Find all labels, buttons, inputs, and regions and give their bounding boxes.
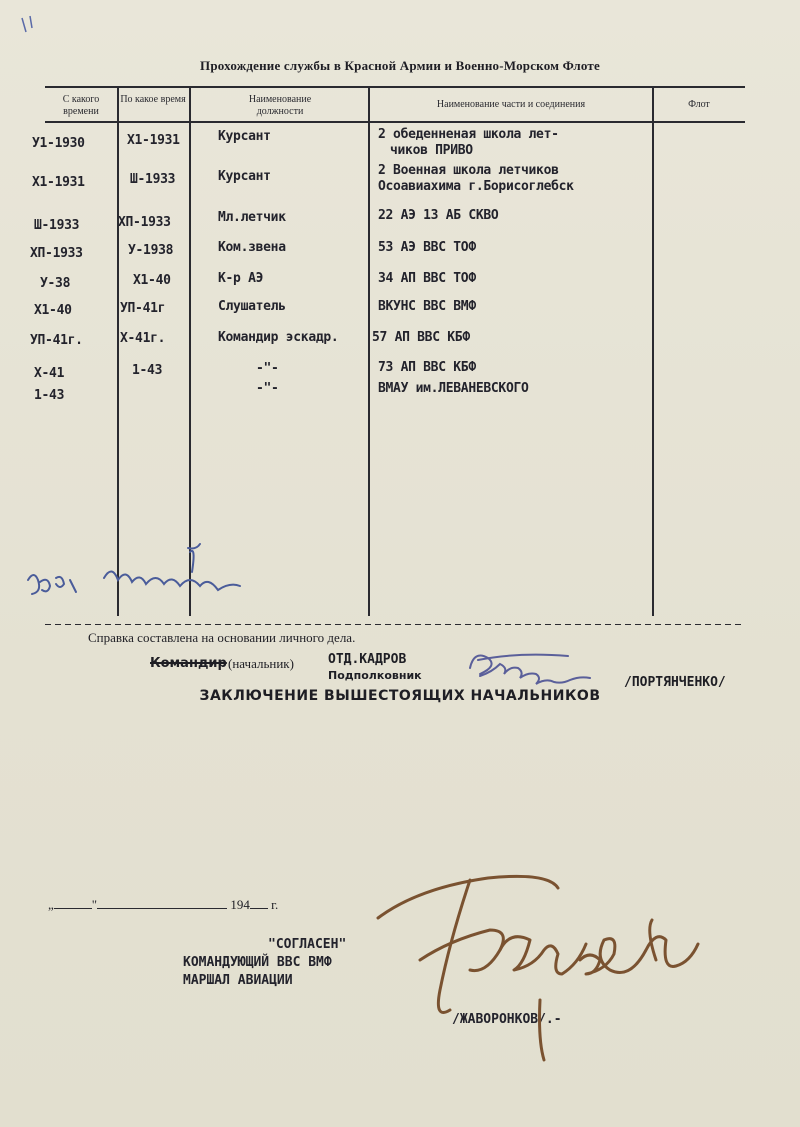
- certificate-rank: Подполковник: [328, 669, 422, 682]
- table-cell-to: ХП-1933: [118, 215, 171, 230]
- table-cell-from: ХП-1933: [30, 246, 83, 261]
- page-title: Прохождение службы в Красной Армии и Военно-Морском Флоте: [200, 58, 600, 73]
- handwritten-note-icon: [28, 544, 240, 594]
- table-cell-to: Х-41г.: [120, 331, 166, 346]
- date-year-prefix: 194: [230, 897, 250, 912]
- table-cell-from: У1-1930: [32, 136, 85, 151]
- certificate-role-struck: Командир: [150, 656, 227, 671]
- certificate-text: Справка составлена на основании личного дела.: [88, 630, 356, 645]
- table-cell-unit: 2 Военная школа летчиков: [378, 163, 559, 178]
- table-cell-unit: 22 АЭ 13 АБ СКВО: [378, 208, 499, 223]
- approval-line-3: МАРШАЛ АВИАЦИИ: [183, 973, 293, 988]
- table-cell-to: Х1-40: [133, 273, 171, 288]
- table-cell-unit: 34 АП ВВС ТОФ: [378, 271, 476, 286]
- table-cell-unit-cont: Осоавиахима г.Борисоглебск: [378, 179, 574, 194]
- certificate-dept: ОТД.КАДРОВ: [328, 652, 407, 667]
- table-cell-from: Х1-1931: [32, 175, 85, 190]
- table-cell-position: Слушатель: [218, 299, 286, 314]
- table-cell-from: У-38: [40, 276, 71, 291]
- table-cell-from: 1-43: [34, 388, 65, 403]
- date-quote-close: ": [91, 897, 98, 912]
- table-cell-from: Ш-1933: [34, 218, 80, 233]
- approval-line-2: КОМАНДУЮЩИЙ ВВС ВМФ: [183, 955, 332, 970]
- corner-mark-icon: [22, 16, 32, 32]
- table-cell-position: К-р АЭ: [218, 271, 264, 286]
- table-cell-position: Командир эскадр.: [218, 330, 339, 345]
- table-cell-unit-cont: чиков ПРИВО: [390, 143, 473, 158]
- signature-zhavoronkov-icon: [378, 876, 698, 1060]
- certificate-name: /ПОРТЯНЧЕНКО/: [624, 675, 726, 690]
- table-cell-position: Курсант: [218, 169, 271, 184]
- column-header-from: С какого времени: [62, 94, 100, 117]
- table-cell-unit: 53 АЭ ВВС ТОФ: [378, 240, 476, 255]
- table-cell-unit: ВМАУ им.ЛЕВАНЕВСКОГО: [378, 381, 529, 396]
- column-header-to: По какое время: [120, 94, 186, 105]
- table-cell-position: Мл.летчик: [218, 210, 286, 225]
- column-header-position: Наименование должности: [248, 94, 312, 117]
- approval-line-1: "СОГЛАСЕН": [268, 937, 347, 952]
- date-year-suffix: г.: [271, 897, 279, 912]
- table-cell-position: -"-: [256, 381, 279, 396]
- table-cell-to: Ш-1933: [130, 172, 176, 187]
- table-cell-to: 1-43: [132, 363, 163, 378]
- signature-portyanchenko-icon: [470, 655, 590, 684]
- table-cell-unit: ВКУНС ВВС ВМФ: [378, 299, 476, 314]
- table-cell-unit: 2 обеденненая школа лет-: [378, 127, 559, 142]
- approval-name: /ЖАВОРОНКОВ/.-: [452, 1012, 562, 1027]
- table-cell-unit: 73 АП ВВС КБФ: [378, 360, 476, 375]
- table-cell-from: Х-41: [34, 366, 65, 381]
- table-cell-position: Курсант: [218, 129, 271, 144]
- table-cell-to: Х1-1931: [127, 133, 180, 148]
- certificate-role-paren: (начальник): [228, 656, 294, 671]
- table-cell-position: Ком.звена: [218, 240, 286, 255]
- table-cell-position: -"-: [256, 361, 279, 376]
- date-quote-open: „: [48, 897, 54, 912]
- table-cell-from: УП-41г.: [30, 333, 83, 348]
- column-header-fleet: Флот: [688, 99, 710, 110]
- table-cell-from: Х1-40: [34, 303, 72, 318]
- column-header-unit: Наименование части и соединения: [436, 99, 586, 110]
- table-cell-to: У-1938: [128, 243, 174, 258]
- table-cell-unit: 57 АП ВВС КБФ: [372, 330, 470, 345]
- conclusion-heading: ЗАКЛЮЧЕНИЕ ВЫШЕСТОЯЩИХ НАЧАЛЬНИКОВ: [199, 688, 601, 704]
- table-cell-to: УП-41г: [120, 301, 166, 316]
